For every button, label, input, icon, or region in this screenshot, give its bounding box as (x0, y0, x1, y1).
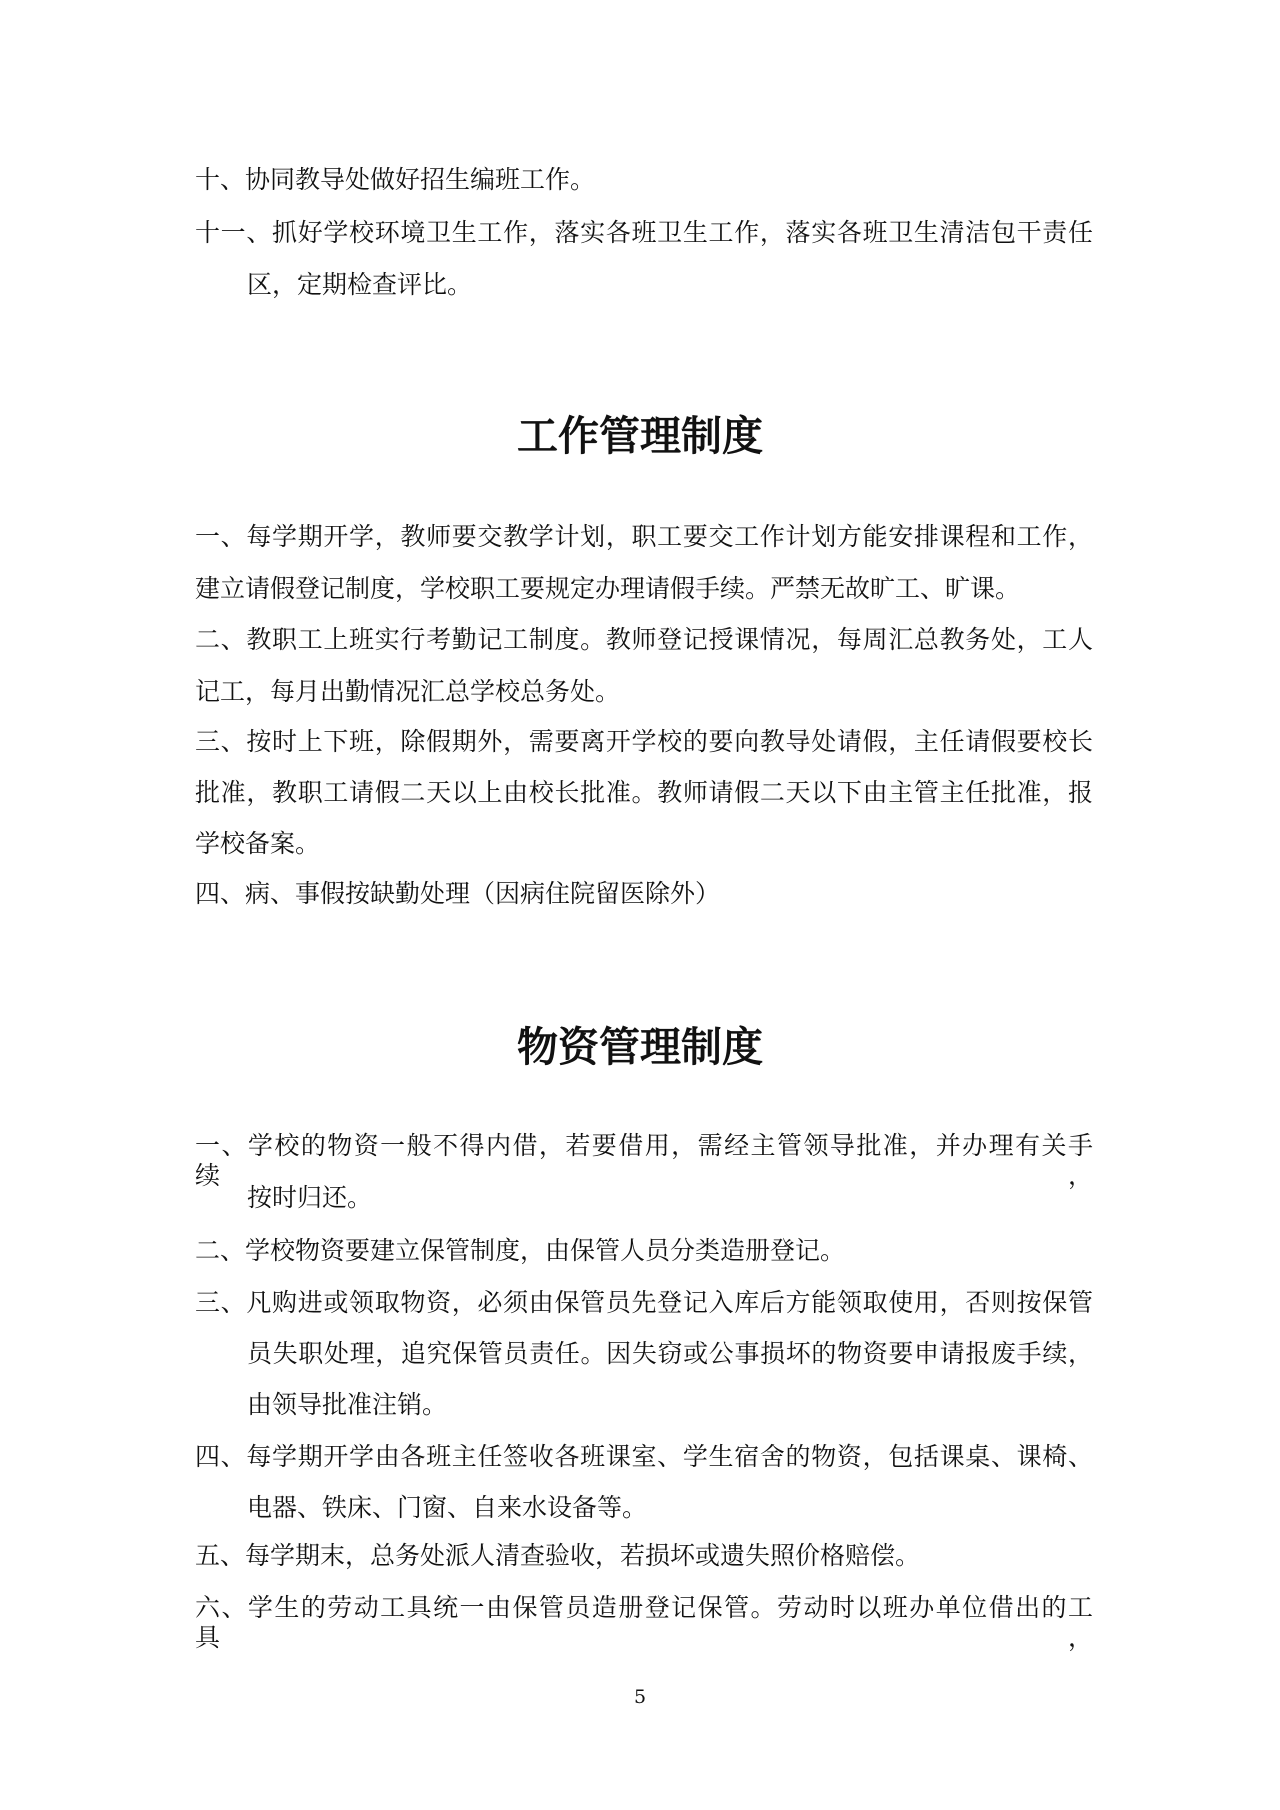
paragraph-line: 记工，每月出勤情况汇总学校总务处。 (195, 677, 621, 706)
paragraph-line: 学校备案。 (195, 829, 321, 858)
paragraph-line: 二、学校物资要建立保管制度，由保管人员分类造册登记。 (195, 1236, 846, 1265)
paragraph-line: 员失职处理，追究保管员责任。因失窃或公事损坏的物资要申请报废手续， (247, 1339, 1093, 1368)
paragraph-line: 批准，教职工请假二天以上由校长批准。教师请假二天以下由主管主任批准，报 (195, 778, 1093, 807)
paragraph-line: 区，定期检查评比。 (247, 270, 473, 299)
paragraph-line: 电器、铁床、门窗、自来水设备等。 (247, 1493, 648, 1522)
paragraph-line: 四、病、事假按缺勤处理（因病住院留医除外） (195, 879, 721, 908)
paragraph-line: 一、每学期开学，教师要交教学计划，职工要交工作计划方能安排课程和工作， (195, 522, 1093, 551)
paragraph-line: 建立请假登记制度，学校职工要规定办理请假手续。严禁无故旷工、旷课。 (195, 574, 1021, 603)
paragraph-line: 三、凡购进或领取物资，必须由保管员先登记入库后方能领取使用，否则按保管 (195, 1288, 1093, 1317)
page-number: 5 (633, 1686, 647, 1708)
paragraph-line: 二、教职工上班实行考勤记工制度。教师登记授课情况，每周汇总教务处，工人 (195, 625, 1093, 654)
section-title: 物资管理制度 (517, 1023, 763, 1071)
paragraph-line: 六、学生的劳动工具统一由保管员造册登记保管。劳动时以班办单位借出的工具， (195, 1593, 1093, 1652)
paragraph-line: 十、协同教导处做好招生编班工作。 (195, 165, 596, 194)
paragraph-line: 由领导批准注销。 (247, 1390, 448, 1419)
paragraph-line: 五、每学期末，总务处派人清查验收，若损坏或遗失照价格赔偿。 (195, 1541, 921, 1570)
section-title: 工作管理制度 (517, 412, 763, 460)
paragraph-line: 十一、抓好学校环境卫生工作，落实各班卫生工作，落实各班卫生清洁包干责任 (195, 218, 1093, 247)
paragraph-line: 按时归还。 (247, 1183, 373, 1212)
paragraph-line: 一、学校的物资一般不得内借，若要借用，需经主管领导批准，并办理有关手续， (195, 1131, 1093, 1190)
paragraph-line: 三、按时上下班，除假期外，需要离开学校的要向教导处请假，主任请假要校长 (195, 727, 1093, 756)
paragraph-line: 四、每学期开学由各班主任签收各班课室、学生宿舍的物资，包括课桌、课椅、 (195, 1442, 1093, 1471)
